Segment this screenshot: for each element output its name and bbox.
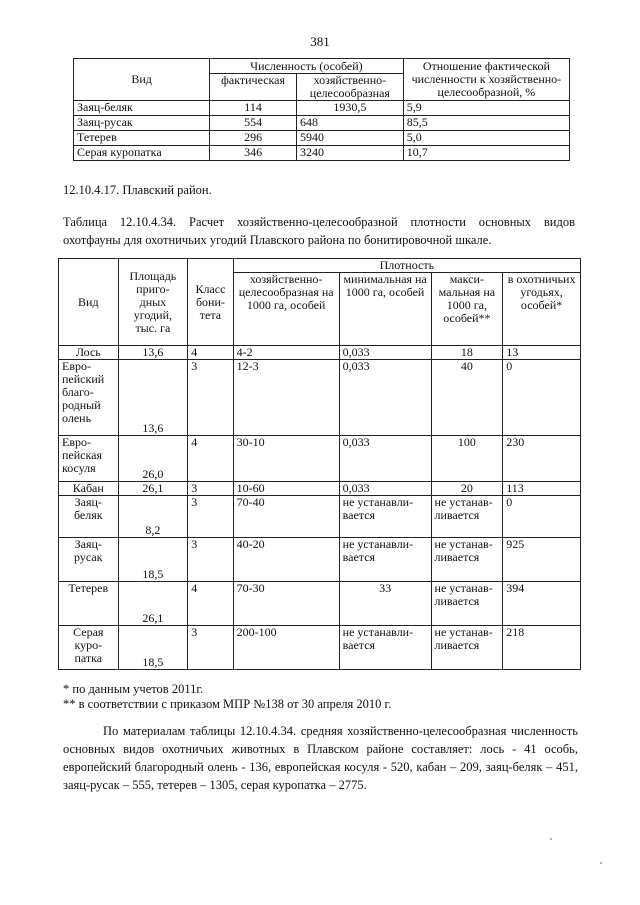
table-row	[74, 131, 570, 146]
table2-header-area: Площадь приго- дных угодий, тыс. га	[118, 259, 188, 346]
table2-cell-economic: 10-60	[233, 482, 339, 496]
table2-cell-vid: Заяц- русак	[59, 538, 119, 582]
table2-cell-economic: 200-100	[233, 626, 339, 670]
table2-cell-class: 4	[188, 436, 233, 482]
table2-cell-max: не устанав- ливается	[431, 582, 503, 626]
table2-cell-max: не устанав- ливается	[431, 538, 503, 582]
table1-header-ratio: Отношение фактической численности к хозяйственно-целесообразной, %	[403, 59, 569, 101]
table2-cell-class: 3	[188, 360, 233, 436]
table2-cell-max: 100	[431, 436, 503, 482]
table2-cell-vid: Тетерев	[59, 582, 119, 626]
table1-cell-vid: Серая куропатка	[74, 146, 210, 161]
table2-cell-min: не устанавли- вается	[339, 538, 431, 582]
table2-cell-economic: 12-3	[233, 360, 339, 436]
table-row	[59, 582, 581, 626]
table2-cell-min: 0,033	[339, 360, 431, 436]
density-table	[58, 258, 581, 670]
table2-cell-in-lands: 394	[503, 582, 581, 626]
table2-header-max: макси- мальная на 1000 га, особей**	[431, 273, 503, 346]
table2-cell-in-lands: 925	[503, 538, 581, 582]
table2-header-economic: хозяйственно- целесообразная на 1000 га, особей	[233, 273, 339, 346]
table2-cell-economic: 4-2	[233, 346, 339, 360]
footnote-order: ** в соответствии с приказом МПР №138 от 30 апреля 2010 г.	[63, 697, 392, 711]
table2-header-vid: Вид	[59, 259, 119, 346]
table2-cell-max: 18	[431, 346, 503, 360]
table2-cell-area: 13,6	[118, 360, 188, 436]
population-ratio-table	[73, 58, 570, 161]
table-row	[59, 626, 581, 670]
table2-cell-area: 26,1	[118, 482, 188, 496]
table1-cell-vid: Тетерев	[74, 131, 210, 146]
table-row	[59, 482, 581, 496]
table2-cell-class: 3	[188, 496, 233, 538]
table1-header-economic: хозяйственно-целесообразная	[296, 74, 403, 101]
table2-cell-vid: Заяц- беляк	[59, 496, 119, 538]
table2-cell-max: не устанав- ливается	[431, 626, 503, 670]
footnote-counts: * по данным учетов 2011г.	[63, 682, 204, 696]
table2-cell-min: 0,033	[339, 436, 431, 482]
table2-cell-economic: 70-40	[233, 496, 339, 538]
table-row	[59, 538, 581, 582]
table2-cell-in-lands: 230	[503, 436, 581, 482]
table1-cell-actual: 346	[210, 146, 297, 161]
table1-header-vid: Вид	[74, 59, 210, 101]
table2-cell-economic: 40-20	[233, 538, 339, 582]
table2-cell-min: 33	[339, 582, 431, 626]
table1-cell-ratio: 5,9	[403, 101, 569, 116]
table-caption: Таблица 12.10.4.34. Расчет хозяйственно-целесообразной плотности основных видов охотфауны для охотничьих угодий Плавского района по бонитировочной шкале.	[63, 215, 575, 247]
table2-cell-min: 0,033	[339, 346, 431, 360]
table2-cell-vid: Евро- пейская косуля	[59, 436, 119, 482]
table2-cell-max: 40	[431, 360, 503, 436]
page-number: 381	[310, 34, 330, 49]
table1-cell-actual: 114	[210, 101, 297, 116]
table2-cell-in-lands: 0	[503, 360, 581, 436]
table1-cell-economic: 5940	[296, 131, 403, 146]
table2-cell-economic: 30-10	[233, 436, 339, 482]
table-row	[74, 146, 570, 161]
table2-cell-area: 26,0	[118, 436, 188, 482]
table1-cell-ratio: 10,7	[403, 146, 569, 161]
table2-cell-area: 8,2	[118, 496, 188, 538]
table2-cell-class: 4	[188, 582, 233, 626]
table2-header-in-lands: в охотничьих угодьях, особей*	[503, 273, 581, 346]
section-heading: 12.10.4.17. Плавский район.	[63, 183, 212, 197]
table2-header-density: Плотность	[233, 259, 580, 273]
table2-cell-vid: Кабан	[59, 482, 119, 496]
table2-cell-min: не устанавли- вается	[339, 496, 431, 538]
table-row	[59, 346, 581, 360]
table2-cell-area: 18,5	[118, 538, 188, 582]
table2-cell-class: 3	[188, 538, 233, 582]
table-row	[59, 496, 581, 538]
table-row	[59, 360, 581, 436]
table2-cell-vid: Серая куро- патка	[59, 626, 119, 670]
table1-cell-vid: Заяц-беляк	[74, 101, 210, 116]
table-row	[74, 101, 570, 116]
scan-speck	[600, 862, 602, 864]
table2-cell-max: 20	[431, 482, 503, 496]
table-row	[74, 116, 570, 131]
table2-cell-in-lands: 218	[503, 626, 581, 670]
table2-cell-class: 4	[188, 346, 233, 360]
table1-header-count: Численность (особей)	[210, 59, 404, 74]
table1-cell-economic: 3240	[296, 146, 403, 161]
table2-cell-in-lands: 113	[503, 482, 581, 496]
table2-cell-min: не устанавли- вается	[339, 626, 431, 670]
table2-cell-min: 0,033	[339, 482, 431, 496]
summary-paragraph: По материалам таблицы 12.10.4.34. средняя хозяйственно-целесообразная численность основных видов охотничьих животных в Плавском районе составляет: лось - 41 особь, европейский благородный олень - 136, европейская косуля - 520, кабан – 209, заяц-беляк – 451, заяц-русак – 555, тетерев – 1305, серая куропатка – 2775.	[63, 724, 578, 792]
table2-cell-class: 3	[188, 626, 233, 670]
scan-speck	[550, 838, 552, 840]
table1-cell-actual: 296	[210, 131, 297, 146]
table-row	[59, 436, 581, 482]
table2-header-class: Класс бони- тета	[188, 259, 233, 346]
table1-cell-ratio: 85,5	[403, 116, 569, 131]
table2-cell-max: не устанав- ливается	[431, 496, 503, 538]
table2-cell-class: 3	[188, 482, 233, 496]
table2-cell-in-lands: 13	[503, 346, 581, 360]
table1-cell-ratio: 5,0	[403, 131, 569, 146]
table1-cell-actual: 554	[210, 116, 297, 131]
table2-cell-area: 13,6	[118, 346, 188, 360]
table2-header-min: минимальная на 1000 га, особей	[339, 273, 431, 346]
table2-cell-economic: 70-30	[233, 582, 339, 626]
table2-cell-area: 18,5	[118, 626, 188, 670]
table2-cell-in-lands: 0	[503, 496, 581, 538]
table1-cell-economic: 648	[296, 116, 403, 131]
table2-cell-vid: Евро- пейский благо- родный олень	[59, 360, 119, 436]
table1-header-actual: фактическая	[210, 74, 297, 101]
table2-cell-vid: Лось	[59, 346, 119, 360]
table1-cell-vid: Заяц-русак	[74, 116, 210, 131]
table2-cell-area: 26,1	[118, 582, 188, 626]
table1-cell-economic: 1930,5	[296, 101, 403, 116]
